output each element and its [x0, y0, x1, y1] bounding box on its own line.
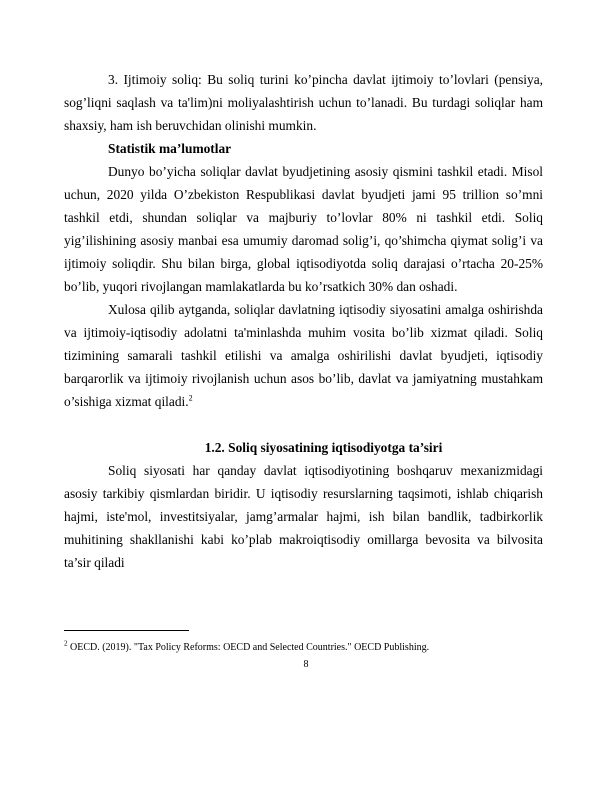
paragraph-conclusion: [64, 298, 543, 413]
subheading-statistics: Statistik ma’lumotlar: [108, 141, 232, 156]
paragraph-social-tax: 3. Ijtimoiy soliq: Bu soliq turini ko’pincha davlat ijtimoiy to’lovlari (pensiya, sog’liqni saqlash va ta'lim)ni moliyalashtirish uchun to’lanadi. Bu turdagi soliqlar ham shaxsiy, ham ish beruvchidan olinishi mumkin.: [64, 72, 543, 133]
body-text: [64, 68, 543, 574]
conclusion-text: Xulosa qilib aytganda, soliqlar davlatning iqtisodiy siyosatini amalga oshirishda va ijtimoiy-iqtisodiy adolatni ta'minlashda muhim vosita bo’lib xizmat qiladi. Soliq tizimining samarali tashkil etilishi va amalga oshirilishi davlat byudjeti, iqtisodiy barqarorlik va ijtimoiy rivojlanish uchun asos bo’lib, davlat va jamiyatning mustahkam o’sishiga xizmat qiladi.: [64, 302, 543, 409]
footnote-divider: [64, 630, 189, 631]
paragraph-statistics: Dunyo bo’yicha soliqlar davlat byudjetining asosiy qismini tashkil etadi. Misol uchun, 2020 yilda O’zbekiston Respublikasi davlat byudjeti jami 95 trillion so’mni tashkil etdi, shundan soliqlar va majburiy to’lovlar 80% ni tashkil etdi. Soliq yig’ilishining asosiy manbai esa umumiy daromad solig’i, qo’shimcha qiymat solig’i va ijtimoiy soliqdir. Shu bilan birga, global iqtisodiyotda soliq darajasi o’rtacha 20-25% bo’lib, yuqori rivojlangan mamlakatlarda bu ko’rsatkich 30% dan oshadi.: [64, 164, 543, 294]
page-number: 8: [303, 659, 309, 670]
footnote-mark: 2: [64, 639, 68, 648]
footnote: [64, 641, 543, 655]
section-heading: 1.2. Soliq siyosatining iqtisodiyotga ta’siri: [204, 440, 443, 455]
footnote-text: OECD. (2019). "Tax Policy Reforms: OECD and Selected Countries." OECD Publishing.: [67, 642, 430, 653]
paragraph-tax-policy: Soliq siyosati har qanday davlat iqtisodiyotining boshqaruv mexanizmidagi asosiy tarkibiy qismlardan biridir. U iqtisodiy resurslarning taqsimoti, ishlab chiqarish hajmi, iste'mol, investitsiyalar, jamg’armalar hajmi, ish bilan bandlik, tadbirkorlik muhitining shakllanishi kabi ko’plab makroiqtisodiy omillarga bevosita va bilvosita ta’sir qiladi: [64, 463, 543, 570]
footnote-reference[interactable]: 2: [188, 393, 193, 403]
